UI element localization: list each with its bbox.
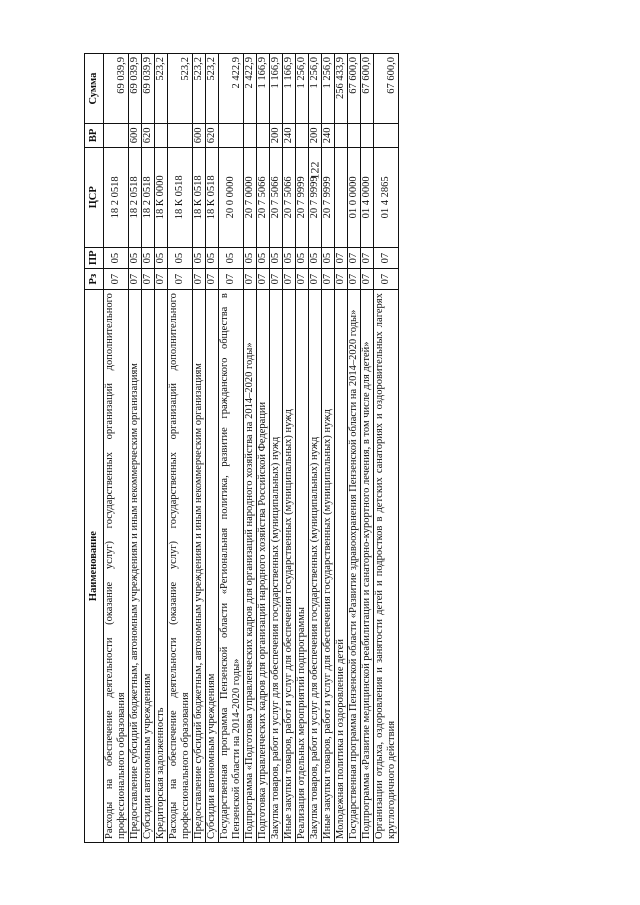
cell-vr: 240	[283, 124, 296, 147]
header-name: Наименование	[85, 290, 104, 843]
budget-table	[84, 53, 399, 843]
cell-sum: 69 039,9	[104, 54, 129, 124]
cell-name: Молодежная политика и оздоровление детей	[335, 290, 348, 843]
cell-rz: 07	[374, 269, 399, 290]
header-csr: ЦСР	[85, 147, 104, 248]
cell-rz: 07	[257, 269, 270, 290]
table-row	[309, 54, 322, 843]
cell-name: Субсидии автономным учреждениям	[142, 290, 155, 843]
cell-vr	[257, 124, 270, 147]
cell-pr: 05	[155, 248, 168, 269]
cell-rz: 07	[348, 269, 361, 290]
cell-name: Государственная программа Пензенской области «Региональная политика, развитие гражданского общества в Пензенской области на 2014-2020 годы»	[219, 290, 244, 843]
cell-vr	[296, 124, 309, 147]
cell-sum: 1 256,0	[322, 54, 335, 124]
cell-pr: 05	[206, 248, 219, 269]
cell-vr	[335, 124, 348, 147]
cell-name: Реализация отдельных мероприятий подпрограммы	[296, 290, 309, 843]
cell-vr	[219, 124, 244, 147]
cell-vr	[155, 124, 168, 147]
table-row	[193, 54, 206, 843]
cell-name: Подпрограмма «Подготовка управленческих кадров для организаций народного хозяйства на 2014–2020 годы»	[244, 290, 257, 843]
cell-name: Кредиторская задолженность	[155, 290, 168, 843]
cell-csr: 20 7 5066	[257, 147, 270, 248]
cell-name: Предоставление субсидий бюджетным, автономным учреждениям и иным некоммерческим организациям	[129, 290, 142, 843]
header-sum: Сумма	[85, 54, 104, 124]
cell-rz: 07	[309, 269, 322, 290]
cell-rz: 07	[219, 269, 244, 290]
cell-pr: 05	[104, 248, 129, 269]
table-row	[296, 54, 309, 843]
page-number: 122	[307, 161, 322, 180]
cell-rz: 07	[168, 269, 193, 290]
cell-csr: 20 7 9999	[322, 147, 335, 248]
cell-rz: 07	[129, 269, 142, 290]
cell-sum: 523,2	[168, 54, 193, 124]
cell-pr: 05	[168, 248, 193, 269]
cell-name: Подпрограмма «Развитие медицинской реабилитации и санаторно-курортного лечения, в том числе для детей»	[361, 290, 374, 843]
cell-csr: 01 4 0000	[361, 147, 374, 248]
cell-pr: 05	[142, 248, 155, 269]
table-row	[361, 54, 374, 843]
cell-name: Подготовка управленческих кадров для организаций народного хозяйства Российской Федерации	[257, 290, 270, 843]
cell-csr: 18 2 0518	[129, 147, 142, 248]
cell-csr: 20 7 5066	[270, 147, 283, 248]
cell-pr: 05	[270, 248, 283, 269]
cell-rz: 07	[206, 269, 219, 290]
cell-vr	[244, 124, 257, 147]
table-header-row	[85, 54, 104, 843]
table-row	[374, 54, 399, 843]
cell-rz: 07	[322, 269, 335, 290]
cell-csr: 20 0 0000	[219, 147, 244, 248]
cell-pr: 07	[335, 248, 348, 269]
table-row	[219, 54, 244, 843]
cell-rz: 07	[244, 269, 257, 290]
cell-sum: 67 600,0	[348, 54, 361, 124]
table-row	[244, 54, 257, 843]
cell-csr: 20 7 9999	[309, 147, 322, 248]
cell-pr: 05	[129, 248, 142, 269]
cell-csr: 18 К 0000	[155, 147, 168, 248]
table-row	[348, 54, 361, 843]
cell-csr: 18 2 0518	[142, 147, 155, 248]
cell-rz: 07	[361, 269, 374, 290]
cell-sum: 256 433,9	[335, 54, 348, 124]
cell-pr: 05	[219, 248, 244, 269]
cell-csr	[335, 147, 348, 248]
cell-name: Расходы на обеспечение деятельности (оказание услуг) государственных организаций дополнительного профессионального образования	[168, 290, 193, 843]
cell-vr	[104, 124, 129, 147]
cell-pr: 05	[193, 248, 206, 269]
cell-rz: 07	[283, 269, 296, 290]
cell-sum: 1 166,9	[257, 54, 270, 124]
cell-name: Предоставление субсидий бюджетным, автономным учреждениям и иным некоммерческим организациям	[193, 290, 206, 843]
table-row	[270, 54, 283, 843]
cell-csr: 01 4 2865	[374, 147, 399, 248]
header-rz: Рз	[85, 269, 104, 290]
cell-csr: 18 К 0518	[193, 147, 206, 248]
cell-sum: 1 256,0	[309, 54, 322, 124]
table-row	[283, 54, 296, 843]
cell-sum: 1 166,9	[283, 54, 296, 124]
table-row	[257, 54, 270, 843]
cell-rz: 07	[142, 269, 155, 290]
cell-vr: 620	[206, 124, 219, 147]
cell-pr: 07	[374, 248, 399, 269]
cell-sum: 2 422,9	[219, 54, 244, 124]
cell-name: Закупка товаров, работ и услуг для обеспечения государственных (муниципальных) нужд	[309, 290, 322, 843]
header-pr: ПР	[85, 248, 104, 269]
cell-name: Субсидии автономным учреждениям	[206, 290, 219, 843]
cell-pr: 05	[309, 248, 322, 269]
cell-vr	[361, 124, 374, 147]
cell-vr	[374, 124, 399, 147]
cell-vr: 600	[193, 124, 206, 147]
table-row	[168, 54, 193, 843]
cell-rz: 07	[193, 269, 206, 290]
cell-vr: 620	[142, 124, 155, 147]
cell-sum: 523,2	[193, 54, 206, 124]
cell-vr	[168, 124, 193, 147]
cell-pr: 05	[244, 248, 257, 269]
cell-vr: 600	[129, 124, 142, 147]
cell-rz: 07	[104, 269, 129, 290]
cell-name: Расходы на обеспечение деятельности (оказание услуг) государственных организаций дополнительного профессионального образования	[104, 290, 129, 843]
cell-name: Иные закупки товаров, работ и услуг для обеспечения государственных (муниципальных) нужд	[322, 290, 335, 843]
cell-pr: 05	[296, 248, 309, 269]
cell-sum: 67 600,0	[361, 54, 374, 124]
cell-csr: 18 К 0518	[206, 147, 219, 248]
table-row	[104, 54, 129, 843]
cell-sum: 1 256,0	[296, 54, 309, 124]
cell-pr: 05	[283, 248, 296, 269]
table-row	[322, 54, 335, 843]
cell-sum: 523,2	[155, 54, 168, 124]
cell-csr: 18 К 0518	[168, 147, 193, 248]
cell-sum: 1 166,9	[270, 54, 283, 124]
cell-rz: 07	[155, 269, 168, 290]
cell-sum: 2 422,9	[244, 54, 257, 124]
cell-name: Иные закупки товаров, работ и услуг для обеспечения государственных (муниципальных) нужд	[283, 290, 296, 843]
cell-pr: 05	[257, 248, 270, 269]
cell-pr: 07	[348, 248, 361, 269]
cell-csr: 18 2 0518	[104, 147, 129, 248]
cell-rz: 07	[335, 269, 348, 290]
cell-csr: 20 7 9999	[296, 147, 309, 248]
cell-rz: 07	[270, 269, 283, 290]
cell-name: Государственная программа Пензенской области «Развитие здравоохранения Пензенской области на 2014–2020 годы»	[348, 290, 361, 843]
cell-pr: 05	[322, 248, 335, 269]
header-vr: ВР	[85, 124, 104, 147]
cell-csr: 01 0 0000	[348, 147, 361, 248]
cell-name: Организации отдыха, оздоровления и занятости детей и подростков в детских санаториях и оздоровительных лагерях круглогодичного действия	[374, 290, 399, 843]
table-row	[335, 54, 348, 843]
cell-vr: 200	[309, 124, 322, 147]
cell-sum: 69 039,9	[129, 54, 142, 124]
cell-csr: 20 7 5066	[283, 147, 296, 248]
cell-vr	[348, 124, 361, 147]
cell-rz: 07	[296, 269, 309, 290]
cell-vr: 200	[270, 124, 283, 147]
table-row	[206, 54, 219, 843]
cell-sum: 67 600,0	[374, 54, 399, 124]
cell-vr: 240	[322, 124, 335, 147]
cell-pr: 07	[361, 248, 374, 269]
table-row	[129, 54, 142, 843]
cell-sum: 69 039,9	[142, 54, 155, 124]
cell-sum: 523,2	[206, 54, 219, 124]
rotated-page-content	[84, 53, 564, 843]
cell-name: Закупка товаров, работ и услуг для обеспечения государственных (муниципальных) нужд	[270, 290, 283, 843]
table-row	[142, 54, 155, 843]
cell-csr: 20 7 0000	[244, 147, 257, 248]
table-row	[155, 54, 168, 843]
